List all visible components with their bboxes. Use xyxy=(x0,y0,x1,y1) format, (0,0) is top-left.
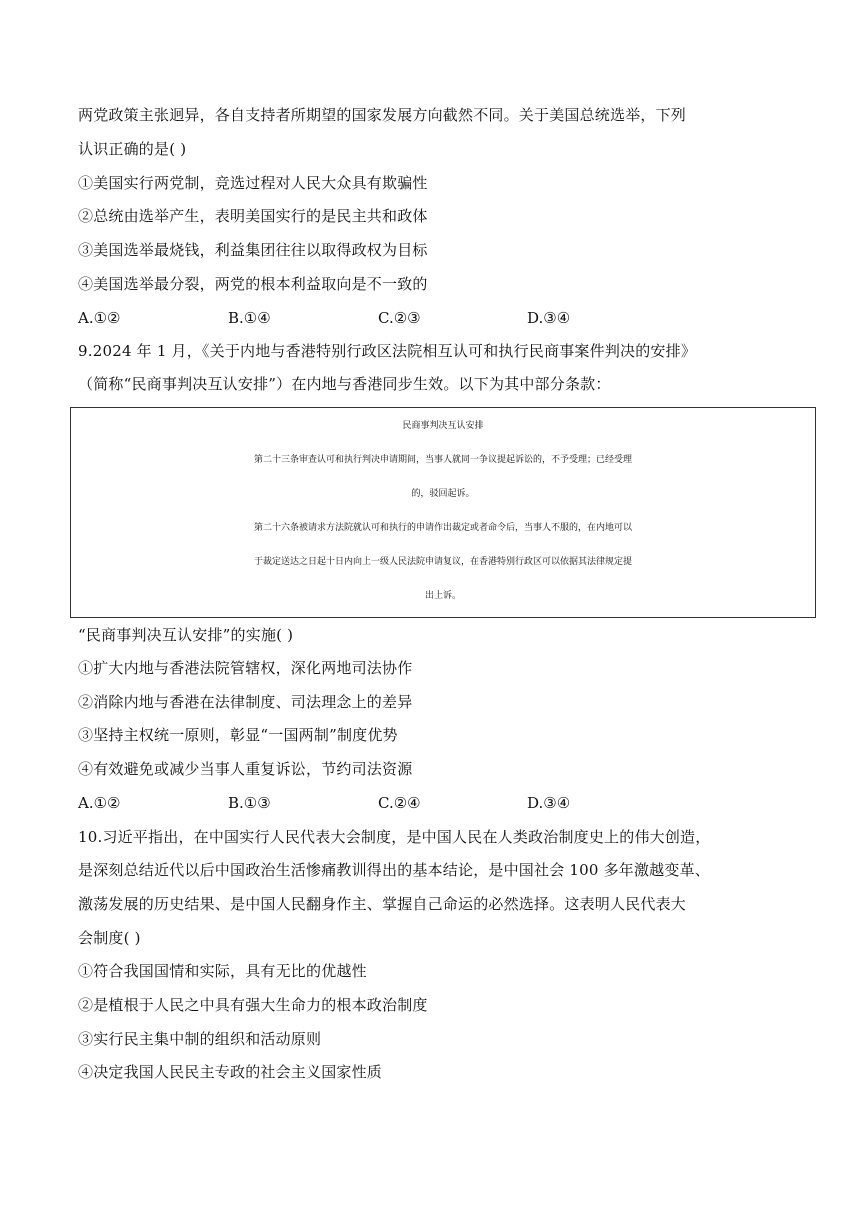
q10-item-1: ①符合我国国情和实际，具有无比的优越性 xyxy=(78,962,367,980)
q8-option-d: D.③④ xyxy=(527,309,571,327)
q9-article-26-line-3: 出上诉。 xyxy=(424,591,461,601)
q10-stem-line-1: 10.习近平指出，在中国实行人民代表大会制度，是中国人民在人类政治制度史上的伟大创造， xyxy=(78,828,711,846)
q9-item-4: ④有效避免或减少当事人重复诉讼，节约司法资源 xyxy=(78,760,413,778)
q8-stem-line-2: 认识正确的是( ) xyxy=(78,140,187,158)
q9-material-box xyxy=(70,407,816,618)
q9-article-26-line-1: 第二十六条被请求方法院就认可和执行的申请作出裁定或者命令后，当事人不服的，在内地可以 xyxy=(253,523,632,533)
q10-item-4: ④决定我国人民民主专政的社会主义国家性质 xyxy=(78,1063,383,1081)
q9-article-23-line-1: 第二十三条审查认可和执行判决申请期间，当事人就同一争议提起诉讼的，不予受理；已经受理 xyxy=(253,455,632,465)
q8-item-3: ③美国选举最烧钱，利益集团往往以取得政权为目标 xyxy=(78,241,428,259)
q9-article-23-line-2: 的，驳回起诉。 xyxy=(411,489,475,499)
q8-item-4: ④美国选举最分裂，两党的根本利益取向是不一致的 xyxy=(78,275,428,293)
q10-item-3: ③实行民主集中制的组织和活动原则 xyxy=(78,1030,322,1048)
q10-stem-line-2: 是深刻总结近代以后中国政治生活惨痛教训得出的基本结论，是中国社会 100 多年激越变革、 xyxy=(78,861,710,879)
q10-stem-line-4: 会制度( ) xyxy=(78,929,141,947)
q9-stem-line-2: （简称“民商事判决互认安排”）在内地与香港同步生效。以下为其中部分条款： xyxy=(78,375,611,393)
q9-item-3: ③坚持主权统一原则，彰显“一国两制”制度优势 xyxy=(78,726,398,744)
q9-item-1: ①扩大内地与香港法院管辖权，深化两地司法协作 xyxy=(78,659,413,677)
q9-article-26-line-2: 于裁定送达之日起十日内向上一级人民法院申请复议，在香港特别行政区可以依据其法律规定提 xyxy=(253,557,632,567)
q9-option-c: C.②④ xyxy=(378,794,421,812)
q8-option-b: B.①④ xyxy=(228,309,271,327)
q10-item-2: ②是植根于人民之中具有强大生命力的根本政治制度 xyxy=(78,996,428,1014)
q8-item-2: ②总统由选举产生，表明美国实行的是民主共和政体 xyxy=(78,207,428,225)
q9-stem-line-1: 9.2024 年 1 月，《关于内地与香港特别行政区法院相互认可和执行民商事案件判决的安排》 xyxy=(78,342,697,360)
q9-item-2: ②消除内地与香港在法律制度、司法理念上的差异 xyxy=(78,693,413,711)
q9-option-d: D.③④ xyxy=(527,794,571,812)
q10-stem-line-3: 激荡发展的历史结果、是中国人民翻身作主、掌握自己命运的必然选择。这表明人民代表大 xyxy=(78,895,687,913)
q9-box-title: 民商事判决互认安排 xyxy=(402,421,484,431)
q9-option-b: B.①③ xyxy=(228,794,271,812)
q8-item-1: ①美国实行两党制，竞选过程对人民大众具有欺骗性 xyxy=(78,174,428,192)
q8-stem-line-1: 两党政策主张迥异，各自支持者所期望的国家发展方向截然不同。关于美国总统选举，下列 xyxy=(78,106,687,124)
q9-option-a: A.①② xyxy=(78,794,121,812)
q8-option-a: A.①② xyxy=(78,309,121,327)
q9-question: “民商事判决互认安排”的实施( ) xyxy=(78,626,294,644)
q8-option-c: C.②③ xyxy=(378,309,421,327)
